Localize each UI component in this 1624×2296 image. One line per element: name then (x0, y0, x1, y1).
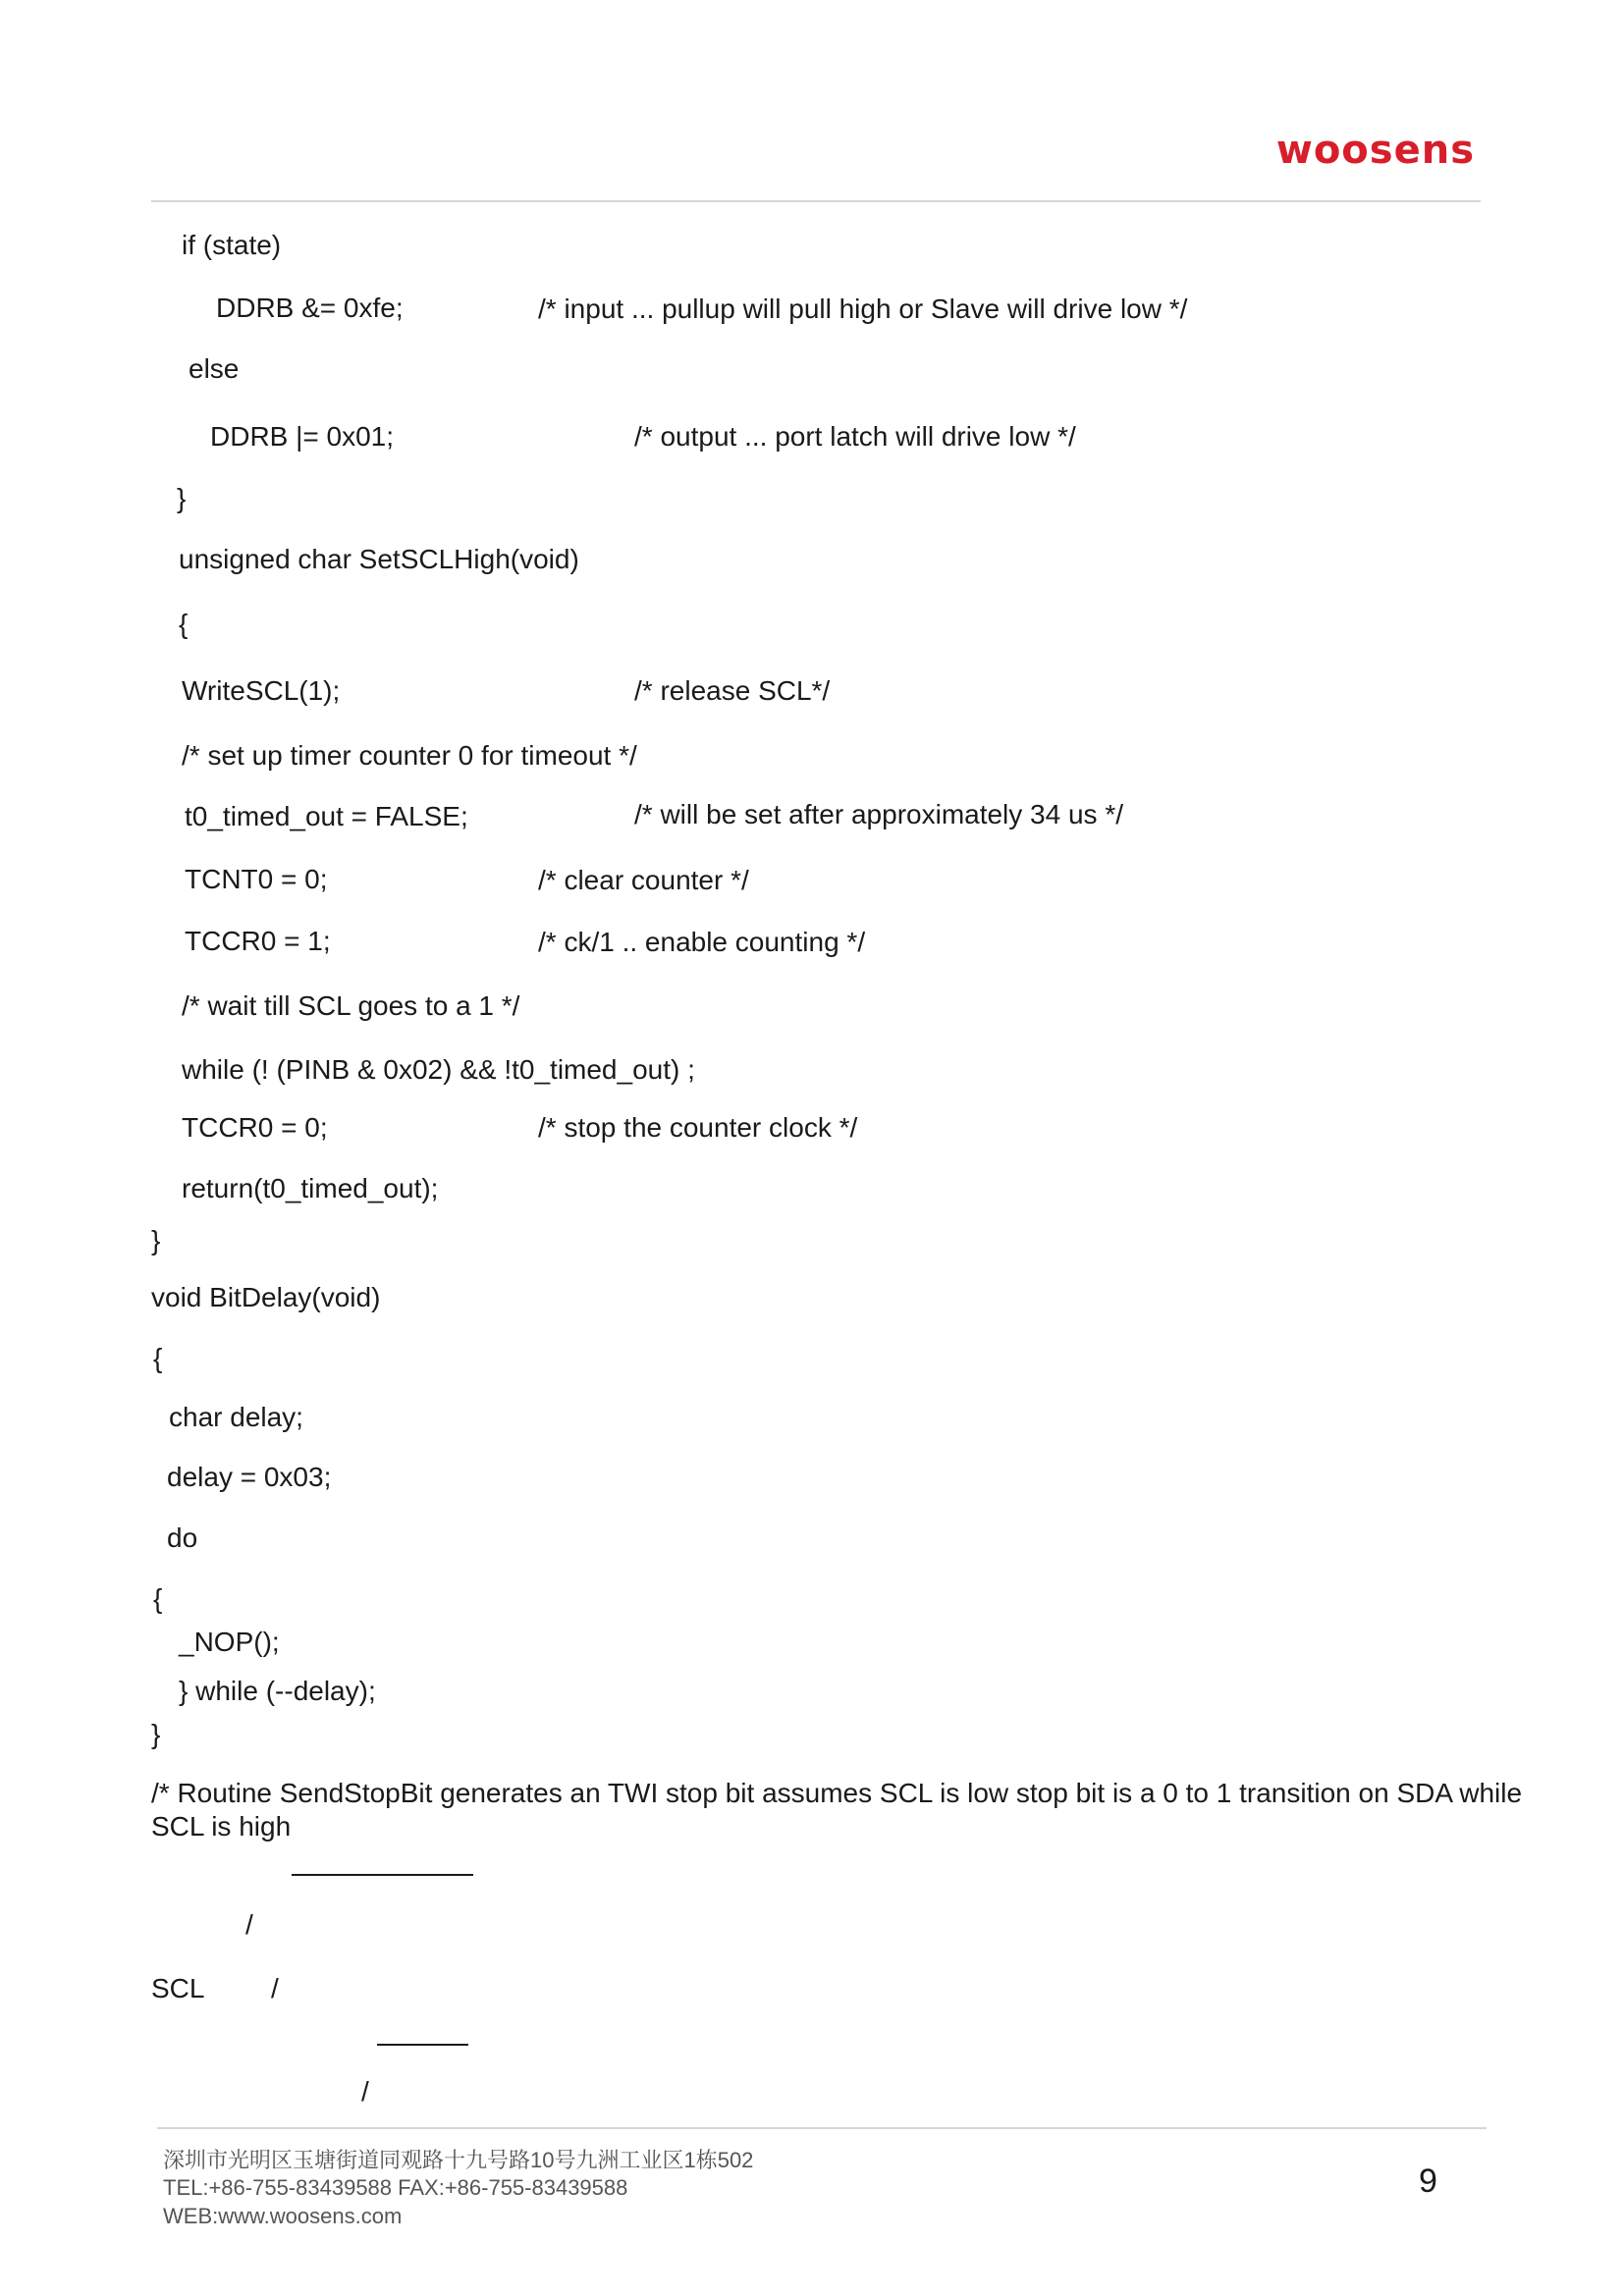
footer-address: 深圳市光明区玉塘街道同观路十九号路10号九洲工业区1栋502 (163, 2148, 754, 2172)
code-line: while (! (PINB & 0x02) && !t0_timed_out) ; (182, 1054, 695, 1085)
diagram-slash: / (245, 1909, 253, 1940)
code-line: } (151, 1225, 161, 1255)
code-line: DDRB &= 0xfe; (216, 293, 404, 323)
code-line: { (153, 1583, 163, 1614)
code-line: TCCR0 = 1; (185, 926, 331, 956)
code-line: if (state) (182, 230, 282, 260)
code-comment: /* stop the counter clock */ (538, 1112, 858, 1143)
code-line: { (179, 609, 189, 639)
woosens-logo: woosens (1275, 128, 1475, 173)
code-line: { (153, 1343, 163, 1373)
code-line: } (151, 1719, 161, 1749)
header-divider (151, 200, 1481, 202)
diagram-slash: / (361, 2076, 369, 2107)
footer-website: WEB:www.woosens.com (163, 2204, 403, 2228)
code-line: do (167, 1522, 198, 1553)
scl-high-line (292, 1874, 473, 1876)
code-line: delay = 0x03; (167, 1462, 332, 1492)
diagram-slash: / (271, 1973, 279, 2003)
code-comment: /* release SCL*/ (634, 675, 831, 706)
code-line: t0_timed_out = FALSE; (185, 801, 468, 831)
sda-high-line (377, 2044, 468, 2046)
code-line: _NOP(); (179, 1627, 280, 1657)
code-line: char delay; (169, 1402, 303, 1432)
code-line: void BitDelay(void) (151, 1282, 381, 1312)
code-comment: /* clear counter */ (538, 865, 749, 895)
code-line: else (189, 353, 240, 384)
code-comment: /* wait till SCL goes to a 1 */ (182, 990, 520, 1021)
code-line: } (177, 483, 187, 513)
footer-divider (157, 2127, 1487, 2129)
code-line: DDRB |= 0x01; (210, 421, 395, 452)
footer-contact: TEL:+86-755-83439588 FAX:+86-755-83439588 (163, 2175, 628, 2200)
code-comment: /* set up timer counter 0 for timeout */ (182, 740, 637, 771)
code-comment: /* ck/1 .. enable counting */ (538, 927, 866, 957)
code-line: WriteSCL(1); (182, 675, 341, 706)
scl-label: SCL (151, 1973, 205, 2003)
page-number: 9 (1419, 2163, 1437, 2200)
code-comment: /* input ... pullup will pull high or Slave will drive low */ (538, 294, 1188, 324)
code-line: TCNT0 = 0; (185, 864, 328, 894)
code-line: unsigned char SetSCLHigh(void) (179, 544, 579, 574)
code-line: return(t0_timed_out); (182, 1173, 439, 1203)
code-line: } while (--delay); (179, 1676, 376, 1706)
code-comment: /* will be set after approximately 34 us */ (634, 799, 1124, 829)
code-line: TCCR0 = 0; (182, 1112, 328, 1143)
code-comment: /* output ... port latch will drive low */ (634, 421, 1076, 452)
stop-bit-description: /* Routine SendStopBit generates an TWI stop bit assumes SCL is low stop bit is a 0 to 1 transition on SDA while SCL is high (151, 1778, 1523, 1842)
